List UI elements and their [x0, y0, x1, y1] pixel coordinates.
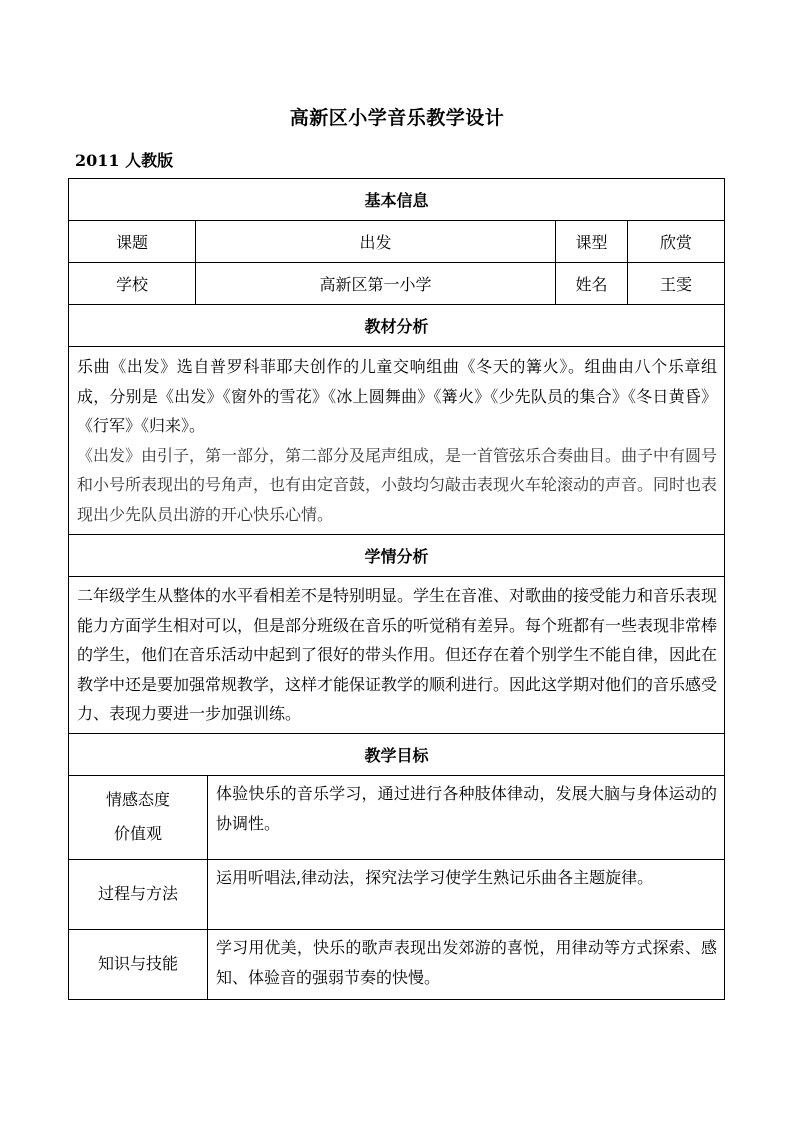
- topic-row: [69, 221, 725, 263]
- student-analysis-header-row: [69, 535, 725, 577]
- basic-info-header-row: [69, 179, 725, 221]
- material-analysis-paragraph-1: 乐曲《出发》选自普罗科菲耶夫创作的儿童交响组曲《冬天的篝火》。组曲由八个乐章组成，分别是《出发》《窗外的雪花》《冰上圆舞曲》《篝火》《少先队员的集合》《冬日黄昏》《行军》《归来》。: [77, 357, 718, 435]
- lesson-type-label: 课型: [556, 221, 628, 263]
- school-row: [69, 263, 725, 305]
- teacher-name-value: 王雯: [628, 263, 725, 305]
- material-analysis-paragraph-2: 《出发》由引子，第一部分，第二部分及尾声组成，是一首管弦乐合奏曲目。曲子中有圆号和小号所表现出的号角声，也有由定音鼓，小鼓均匀敲击表现火车轮滚动的声音。同时也表现出少先队员出游的开心快乐心情。: [77, 445, 718, 524]
- emotion-goal-row: [69, 775, 725, 859]
- student-analysis-header: 学情分析: [69, 535, 725, 577]
- knowledge-goal-text: 学习用优美，快乐的歌声表现出发郊游的喜悦，用律动等方式探索、感知、体验音的强弱节奏的快慢。: [208, 929, 725, 999]
- school-label: 学校: [69, 263, 196, 305]
- lesson-plan-table: [68, 178, 725, 1000]
- edition-label: 2011 人教版: [75, 151, 174, 170]
- teaching-goals-header-row: [69, 733, 725, 775]
- emotion-goal-label-line-1: 情感态度: [105, 790, 170, 809]
- teacher-name-label: 姓名: [556, 263, 628, 305]
- knowledge-goal-row: [69, 929, 725, 999]
- material-analysis-header: 教材分析: [69, 305, 725, 347]
- student-analysis-row: [69, 577, 725, 734]
- process-goal-text: 运用听唱法,律动法，探究法学习使学生熟记乐曲各主题旋律。: [208, 859, 725, 929]
- teaching-goals-header: 教学目标: [69, 733, 725, 775]
- basic-info-header: 基本信息: [69, 179, 725, 221]
- student-analysis-cell: [69, 577, 725, 734]
- knowledge-goal-label: 知识与技能: [69, 929, 208, 999]
- student-analysis-paragraph: 二年级学生从整体的水平看相差不是特别明显。学生在音准、对歌曲的接受能力和音乐表现能力方面学生相对可以，但是部分班级在音乐的听觉稍有差异。每个班都有一些表现非常棒的学生，他们在音乐活动中起到了很好的带头作用。但还存在着个别学生不能自律，因此在教学中还是要加强常规教学，这样才能保证教学的顺利进行。因此这学期对他们的音乐感受力、表现力要进一步加强训练。: [77, 586, 718, 723]
- emotion-goal-label-line-2: 价值观: [113, 824, 162, 843]
- lesson-type-value: 欣赏: [628, 221, 725, 263]
- material-analysis-cell: [69, 347, 725, 535]
- emotion-goal-label: [69, 775, 208, 859]
- topic-value: 出发: [196, 221, 556, 263]
- material-analysis-row: [69, 347, 725, 535]
- emotion-goal-text: 体验快乐的音乐学习，通过进行各种肢体律动，发展大脑与身体运动的协调性。: [208, 775, 725, 859]
- process-goal-label: 过程与方法: [69, 859, 208, 929]
- process-goal-row: [69, 859, 725, 929]
- material-analysis-header-row: [69, 305, 725, 347]
- document-title: 高新区小学音乐教学设计: [289, 107, 505, 129]
- topic-label: 课题: [69, 221, 196, 263]
- school-value: 高新区第一小学: [196, 263, 556, 305]
